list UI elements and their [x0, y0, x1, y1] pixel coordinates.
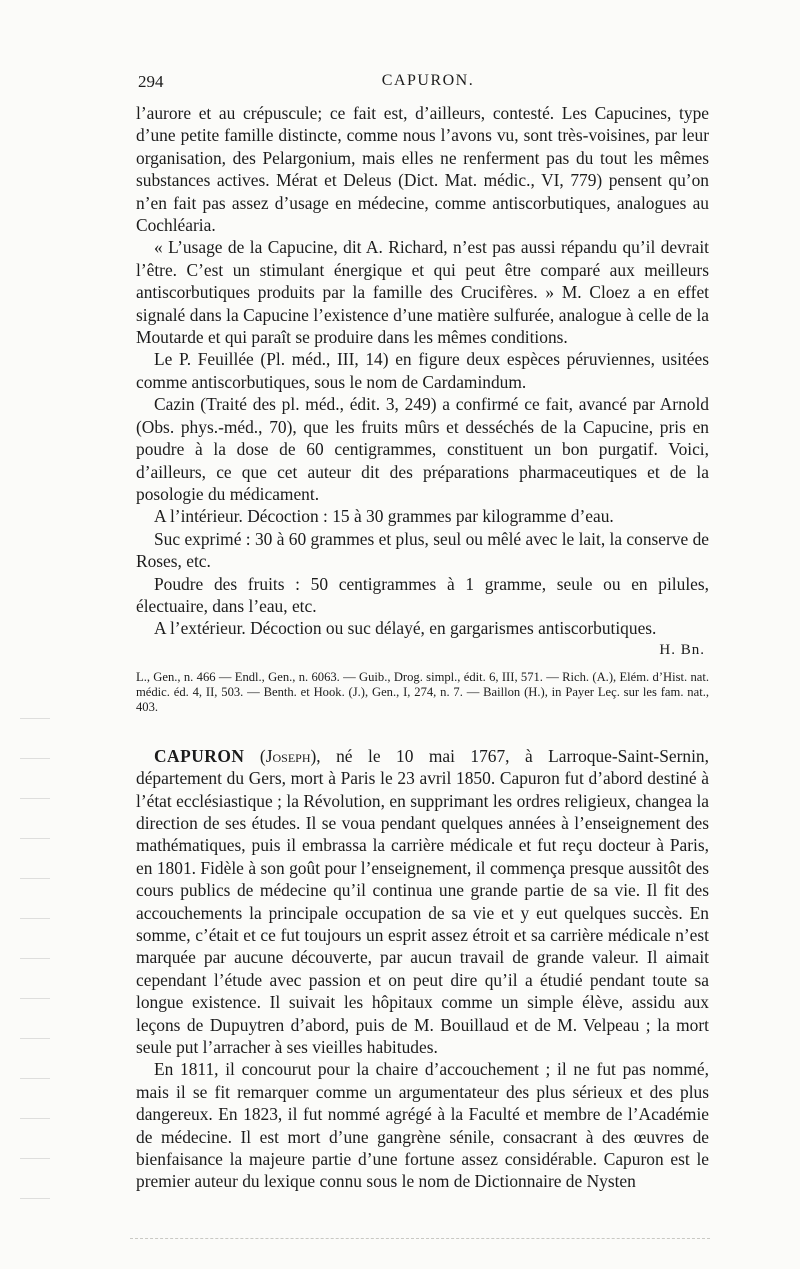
paragraph: En 1811, il concourut pour la chaire d’accouchement ; il ne fut pas nommé, mais il se fit remarquer comme un argumentateur des plus sérieux et des plus dangereux. En 1823, il fut nommé agrégé à la Faculté et membre de l’Académie de médecine. Il est mort d’une gangrène sénile, consacrant à des œuvres de bienfaisance la majeure partie d’une fortune assez considérable. Capuron est le premier auteur du lexique connu sous le nom de Dictionnaire de Nysten — [136, 1059, 709, 1192]
paragraph: Poudre des fruits : 50 centigrammes à 1 gramme, seule ou en pilules, électuaire, dans l’eau, etc. — [136, 573, 709, 616]
paragraph: Cazin (Traité des pl. méd., édit. 3, 249) a confirmé ce fait, avancé par Arnold (Obs. phys.-méd., 70), que les fruits mûrs et desséchés de la Capucine, pris en poudre à la dose de 60 centigrammes, constituent un bon purgatif. Voici, d’ailleurs, ce que cet auteur dit des préparations pharmaceutiques et de la posologie du médicament. — [136, 394, 709, 504]
margin-scan-artifacts — [20, 700, 50, 1220]
paragraph: A l’intérieur. Décoction : 15 à 30 grammes par kilogramme d’eau. — [154, 506, 614, 527]
author-signature: H. Bn. — [659, 641, 705, 658]
running-title: CAPURON. — [381, 72, 475, 89]
paragraph: Suc exprimé : 30 à 60 grammes et plus, seul ou mêlé avec le lait, la conserve de Roses, etc. — [136, 528, 709, 572]
paragraph: « L’usage de la Capucine, dit A. Richard, n’est pas aussi répandu qu’il devrait l’être. C’est un stimulant énergique et qui peut être comparé aux meilleurs antiscorbutiques produits par la famille des Crucifères. » M. Cloez a en effet signalé dans la Capucine l’existence d’une matière sulfurée, analogue à celle de la Moutarde et qui paraît se produire dans les mêmes conditions. — [136, 237, 709, 348]
page-number: 294 — [138, 72, 164, 91]
bibliography-note: L., Gen., n. 466 — Endl., Gen., n. 6063. — Guib., Drog. simpl., édit. 6, III, 571. — Rich. (A.), Elém. d’Hist. nat. médic. éd. 4, II, 503. — Benth. et Hook. (J.), Gen., I, 274, n. 7. — Baillon (H.), in Payer Leç. sur les fam. nat., 403. — [136, 669, 709, 714]
paragraph: Le P. Feuillée (Pl. méd., III, 14) en figure deux espèces péruviennes, usitées comme antiscorbutiques, sous le nom de Cardamindum. — [136, 349, 709, 392]
text-column — [136, 102, 709, 1193]
dictionary-entry — [136, 745, 709, 1193]
page-header — [138, 72, 718, 96]
paragraph: l’aurore et au crépuscule; ce fait est, d’ailleurs, contesté. Les Capucines, type d’une petite famille distincte, comme nous l’avons vu, sont très-voisines, par leur organisation, des Pelargonium, mais elles ne renferment pas du tout les mêmes substances actives. Mérat et Deleus (Dict. Mat. médic., VI, 779) pensent qu’on n’en fait pas assez d’usage en médecine, comme antiscorbutiques, analogues au Cochléaria. — [136, 103, 709, 236]
entry-first-paragraph — [136, 745, 709, 1059]
paragraph: A l’extérieur. Décoction ou suc délayé, en gargarismes antiscorbutiques. — [154, 618, 657, 639]
entry-given-name: (Joseph), — [259, 745, 321, 766]
entry-headword: CAPURON — [154, 745, 245, 766]
bottom-edge-rule — [130, 1238, 710, 1239]
entry-text: né le 10 mai 1767, à Larroque-Saint-Sernin, département du Gers, mort à Paris le 23 avril 1850. Capuron fut d’abord destiné à l’état ecclésiastique ; la Révolution, en supprimant les ordres religieux, changea la direction de ses études. Il se voua pendant quelques années à l’enseignement des mathématiques, puis il embrassa la carrière médicale et fut reçu docteur à Paris, en 1801. Fidèle à son goût pour l’enseignement, il commença presque aussitôt des cours publics de médecine qu’il continua une grande partie de sa vie. Il fit des accouchements la principale occupation de sa vie et y eut quelques succès. En somme, c’était et ce fut toujours un esprit assez étroit et sa carrière médicale n’est marquée par aucune découverte, par aucun travail de grande valeur. Il aimait cependant l’étude avec passion et on peut dire qu’il a étudié pendant toute sa longue existence. Il suivait les hôpitaux comme un simple élève, assidu aux leçons de Dupuytren d’abord, puis de M. Bouillaud et de M. Velpeau ; la mort seule put l’arracher à ses vieilles habitudes. — [136, 745, 709, 1058]
